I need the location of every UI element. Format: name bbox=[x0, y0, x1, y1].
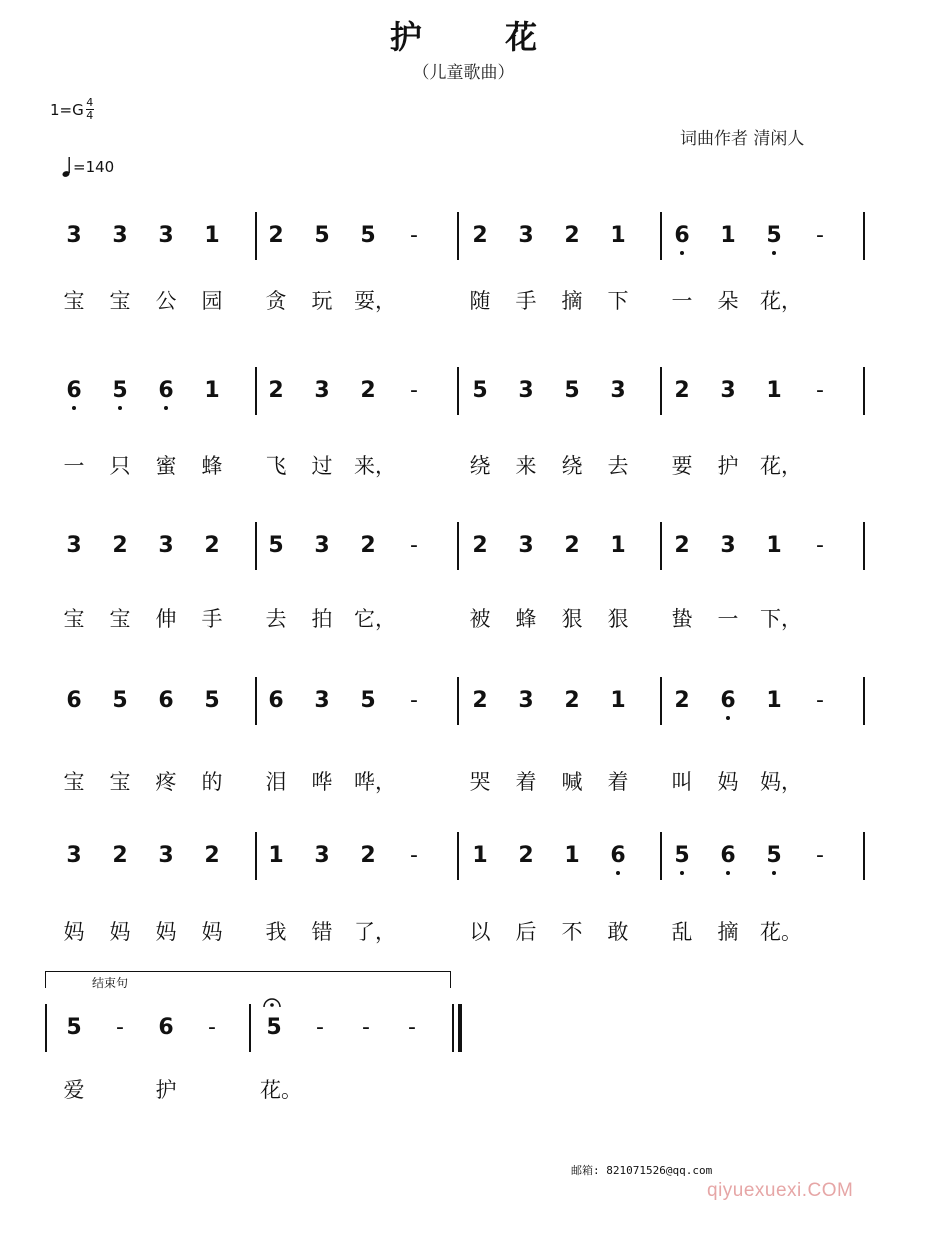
lyric-char: 宝 bbox=[63, 289, 85, 313]
note: - bbox=[362, 1015, 370, 1040]
note: 2 bbox=[472, 223, 488, 248]
lyric-char: 哗， bbox=[354, 770, 396, 794]
lyric-char: 耍， bbox=[354, 289, 396, 313]
note: 2 bbox=[564, 533, 580, 558]
lyric-char: 错 bbox=[311, 920, 333, 944]
barline bbox=[660, 677, 662, 725]
note: 3 bbox=[518, 688, 534, 713]
note: 2 bbox=[112, 843, 128, 868]
lyric-char: 了， bbox=[354, 920, 396, 944]
note: 2 bbox=[268, 223, 284, 248]
lyric-char: 下， bbox=[760, 607, 802, 631]
note: 2 bbox=[204, 533, 220, 558]
lyric-char: 后 bbox=[515, 920, 537, 944]
note: 6 bbox=[670, 224, 694, 248]
note: 5 bbox=[360, 688, 376, 713]
barline bbox=[863, 367, 865, 415]
note: - bbox=[410, 223, 418, 248]
note: 5 bbox=[360, 223, 376, 248]
lyric-char: 宝 bbox=[109, 289, 131, 313]
lyric-char: 绕 bbox=[561, 454, 583, 478]
lyric-char: 园 bbox=[201, 289, 223, 313]
lyric-char: 玩 bbox=[311, 289, 333, 313]
lyric-char: 下 bbox=[607, 289, 629, 313]
barline bbox=[863, 677, 865, 725]
note: 3 bbox=[314, 688, 330, 713]
lyric-char: 来， bbox=[354, 454, 396, 478]
note: 1 bbox=[610, 688, 626, 713]
note: 2 bbox=[518, 843, 534, 868]
lyric-char: 花。 bbox=[760, 920, 802, 944]
lyric-char: 着 bbox=[515, 770, 537, 794]
lyric-char: 不 bbox=[561, 920, 583, 944]
note: 6 bbox=[158, 688, 174, 713]
note: 2 bbox=[472, 533, 488, 558]
barline bbox=[660, 367, 662, 415]
note: 3 bbox=[66, 843, 82, 868]
lyric-char: 疼 bbox=[155, 770, 177, 794]
lyric-char: 以 bbox=[469, 920, 491, 944]
note: 2 bbox=[472, 688, 488, 713]
note: - bbox=[316, 1015, 324, 1040]
lyric-char: 绕 bbox=[469, 454, 491, 478]
note: - bbox=[816, 533, 824, 558]
note: 1 bbox=[766, 533, 782, 558]
song-title: 护 花 bbox=[389, 18, 574, 56]
note: 3 bbox=[518, 533, 534, 558]
lyric-char: 宝 bbox=[63, 770, 85, 794]
lyric-char: 妈 bbox=[201, 920, 223, 944]
lyric-char: 妈 bbox=[155, 920, 177, 944]
lyric-char: 一 bbox=[671, 289, 693, 313]
barline bbox=[457, 832, 459, 880]
lyric-char: 拍 bbox=[311, 607, 333, 631]
note: 3 bbox=[314, 843, 330, 868]
lyric-char: 飞 bbox=[265, 454, 287, 478]
lyric-char: 随 bbox=[469, 289, 491, 313]
note: 5 bbox=[564, 378, 580, 403]
lyric-char: 护 bbox=[717, 454, 739, 478]
lyric-char: 宝 bbox=[63, 607, 85, 631]
lyric-char: 过 bbox=[311, 454, 333, 478]
composer-credit: 词曲作者 清闲人 bbox=[680, 129, 805, 149]
barline bbox=[255, 832, 257, 880]
note: 1 bbox=[204, 378, 220, 403]
barline bbox=[863, 832, 865, 880]
lyric-char: 被 bbox=[469, 607, 491, 631]
note: - bbox=[408, 1015, 416, 1040]
note: 3 bbox=[314, 378, 330, 403]
lyric-char: 花。 bbox=[260, 1078, 302, 1102]
lyric-char: 喊 bbox=[561, 770, 583, 794]
lyric-char: 贪 bbox=[265, 289, 287, 313]
barline bbox=[660, 522, 662, 570]
lyric-char: 一 bbox=[63, 454, 85, 478]
barline bbox=[457, 367, 459, 415]
note: 2 bbox=[564, 223, 580, 248]
note: 5 bbox=[108, 379, 132, 403]
note: 5 bbox=[112, 688, 128, 713]
note: 5 bbox=[266, 1015, 282, 1040]
note: 3 bbox=[158, 843, 174, 868]
barline bbox=[457, 212, 459, 260]
note: 3 bbox=[158, 533, 174, 558]
lyric-char: 爱 bbox=[63, 1078, 85, 1102]
note: 6 bbox=[716, 689, 740, 713]
note: 2 bbox=[204, 843, 220, 868]
fermata-icon bbox=[262, 995, 282, 1009]
barline bbox=[863, 212, 865, 260]
note: 5 bbox=[472, 378, 488, 403]
lyric-char: 公 bbox=[155, 289, 177, 313]
final-barline-thick bbox=[458, 1004, 462, 1052]
note: - bbox=[410, 688, 418, 713]
lyric-char: 蜂 bbox=[515, 607, 537, 631]
lyric-char: 花， bbox=[760, 454, 802, 478]
lyric-char: 着 bbox=[607, 770, 629, 794]
lyric-char: 摘 bbox=[561, 289, 583, 313]
note: 1 bbox=[268, 843, 284, 868]
ending-label: 结束句 bbox=[92, 976, 129, 990]
lyric-char: 哭 bbox=[469, 770, 491, 794]
lyric-char: 蛰 bbox=[671, 607, 693, 631]
note: 3 bbox=[66, 533, 82, 558]
note: 5 bbox=[670, 844, 694, 868]
lyric-char: 狠 bbox=[561, 607, 583, 631]
note: - bbox=[816, 378, 824, 403]
lyric-char: 只 bbox=[109, 454, 131, 478]
time-bottom: 4 bbox=[86, 109, 94, 122]
note: 3 bbox=[518, 378, 534, 403]
barline bbox=[863, 522, 865, 570]
note: 1 bbox=[472, 843, 488, 868]
note: 3 bbox=[610, 378, 626, 403]
song-subtitle: （儿童歌曲） bbox=[412, 63, 515, 83]
lyric-char: 蜜 bbox=[155, 454, 177, 478]
note: 6 bbox=[158, 1015, 174, 1040]
note: 2 bbox=[360, 378, 376, 403]
site-watermark: qiyuexuexi.COM bbox=[707, 1180, 854, 1201]
note: 1 bbox=[564, 843, 580, 868]
note: 3 bbox=[314, 533, 330, 558]
lyric-char: 哗 bbox=[311, 770, 333, 794]
lyric-char: 宝 bbox=[109, 770, 131, 794]
barline bbox=[249, 1004, 251, 1052]
lyric-char: 伸 bbox=[155, 607, 177, 631]
lyric-char: 叫 bbox=[671, 770, 693, 794]
lyric-char: 宝 bbox=[109, 607, 131, 631]
note: 2 bbox=[674, 533, 690, 558]
lyric-char: 妈 bbox=[717, 770, 739, 794]
note: 2 bbox=[112, 533, 128, 558]
note: 6 bbox=[154, 379, 178, 403]
barline bbox=[255, 522, 257, 570]
final-barline-thin bbox=[452, 1004, 454, 1052]
note: 6 bbox=[268, 688, 284, 713]
lyric-char: 去 bbox=[607, 454, 629, 478]
lyric-char: 妈， bbox=[760, 770, 802, 794]
note: 5 bbox=[268, 533, 284, 558]
lyric-char: 一 bbox=[717, 607, 739, 631]
note: 3 bbox=[112, 223, 128, 248]
barline bbox=[457, 677, 459, 725]
contact-email: 邮箱: 821071526@qq.com bbox=[571, 1164, 713, 1177]
note: 6 bbox=[716, 844, 740, 868]
note: 2 bbox=[268, 378, 284, 403]
note: 5 bbox=[762, 844, 786, 868]
barline bbox=[255, 212, 257, 260]
note: 2 bbox=[674, 378, 690, 403]
lyric-char: 我 bbox=[265, 920, 287, 944]
note: 3 bbox=[720, 533, 736, 558]
note: 3 bbox=[720, 378, 736, 403]
note: - bbox=[816, 843, 824, 868]
note: 6 bbox=[62, 379, 86, 403]
time-signature bbox=[86, 98, 94, 121]
barline bbox=[660, 832, 662, 880]
lyric-char: 乱 bbox=[671, 920, 693, 944]
lyric-char: 蜂 bbox=[201, 454, 223, 478]
note: 5 bbox=[314, 223, 330, 248]
barline bbox=[660, 212, 662, 260]
note: - bbox=[816, 688, 824, 713]
time-top: 4 bbox=[86, 96, 94, 109]
note: 1 bbox=[610, 533, 626, 558]
barline bbox=[255, 367, 257, 415]
tempo-value: =140 bbox=[73, 158, 115, 176]
lyric-char: 朵 bbox=[717, 289, 739, 313]
lyric-char: 的 bbox=[201, 770, 223, 794]
lyric-char: 它， bbox=[354, 607, 396, 631]
note: 5 bbox=[204, 688, 220, 713]
barline bbox=[45, 1004, 47, 1052]
note: 2 bbox=[674, 688, 690, 713]
note: 1 bbox=[766, 378, 782, 403]
lyric-char: 手 bbox=[201, 607, 223, 631]
note: 3 bbox=[66, 223, 82, 248]
note: 5 bbox=[762, 224, 786, 248]
lyric-char: 手 bbox=[515, 289, 537, 313]
note: 6 bbox=[606, 844, 630, 868]
note: 2 bbox=[564, 688, 580, 713]
note: - bbox=[410, 533, 418, 558]
key-label: 1=G bbox=[50, 100, 84, 119]
note: 2 bbox=[360, 843, 376, 868]
lyric-char: 妈 bbox=[63, 920, 85, 944]
note: 1 bbox=[204, 223, 220, 248]
note: - bbox=[410, 378, 418, 403]
note: 1 bbox=[766, 688, 782, 713]
tempo-marking bbox=[62, 156, 114, 178]
barline bbox=[255, 677, 257, 725]
note: - bbox=[208, 1015, 216, 1040]
lyric-char: 护 bbox=[155, 1078, 177, 1102]
lyric-char: 去 bbox=[265, 607, 287, 631]
note: 1 bbox=[610, 223, 626, 248]
key-signature bbox=[50, 98, 94, 121]
lyric-char: 敢 bbox=[607, 920, 629, 944]
lyric-char: 狠 bbox=[607, 607, 629, 631]
lyric-char: 摘 bbox=[717, 920, 739, 944]
lyric-char: 妈 bbox=[109, 920, 131, 944]
lyric-char: 花， bbox=[760, 289, 802, 313]
note: 6 bbox=[66, 688, 82, 713]
note: 3 bbox=[158, 223, 174, 248]
note: 2 bbox=[360, 533, 376, 558]
note: - bbox=[116, 1015, 124, 1040]
note: - bbox=[410, 843, 418, 868]
quarter-note-icon bbox=[62, 156, 72, 178]
note: 3 bbox=[518, 223, 534, 248]
lyric-char: 来 bbox=[515, 454, 537, 478]
barline bbox=[457, 522, 459, 570]
note: 5 bbox=[66, 1015, 82, 1040]
note: 1 bbox=[720, 223, 736, 248]
lyric-char: 泪 bbox=[265, 770, 287, 794]
lyric-char: 要 bbox=[671, 454, 693, 478]
note: - bbox=[816, 223, 824, 248]
